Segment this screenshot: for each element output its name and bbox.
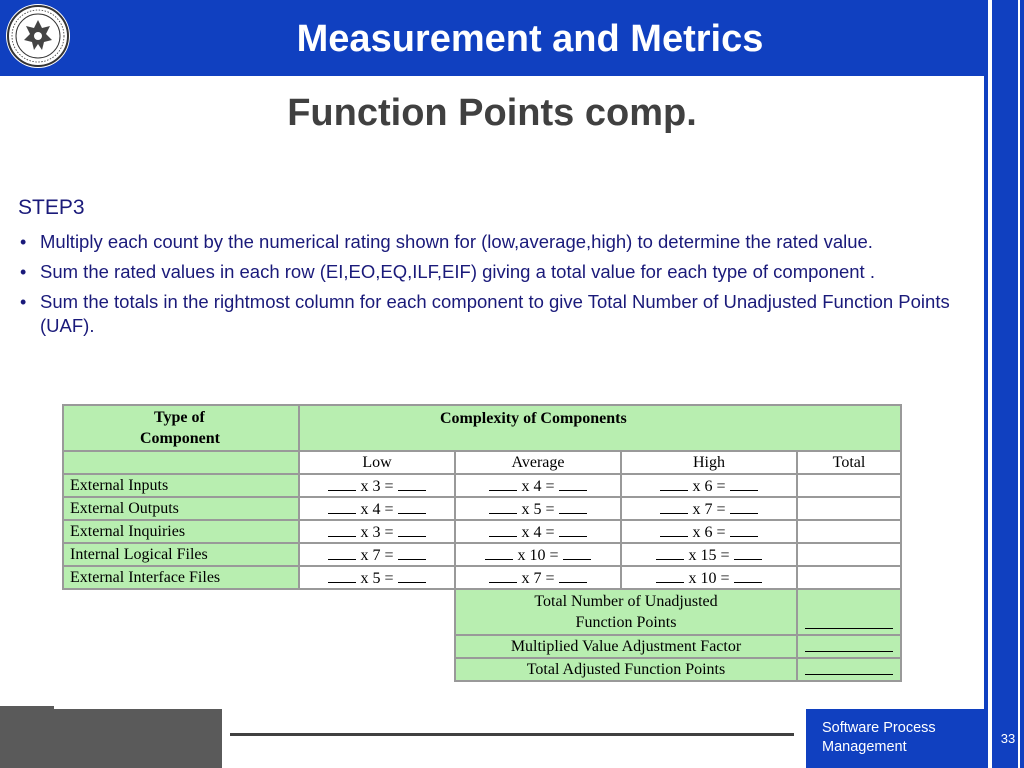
summary-row <box>63 635 901 658</box>
high-cell <box>621 474 797 497</box>
type-of-component-header <box>63 405 299 451</box>
header-line: Type of <box>154 409 205 426</box>
multiplier: x 10 = <box>688 569 730 587</box>
component-name: External Inputs <box>63 474 299 497</box>
average-cell <box>455 474 621 497</box>
bullet-item <box>18 230 978 254</box>
low-cell <box>299 497 455 520</box>
bullet-text: Multiply each count by the numerical rating shown for (low,average,high) to determine the rated value. <box>40 231 873 252</box>
summary-value-cell <box>797 635 901 658</box>
multiplier: x 7 = <box>692 500 726 518</box>
bullet-dot-icon: • <box>20 262 27 282</box>
slide-subtitle: Function Points comp. <box>287 92 697 134</box>
total-cell <box>797 543 901 566</box>
component-name: External Outputs <box>63 497 299 520</box>
column-header-low: Low <box>299 451 455 474</box>
multiplier: x 7 = <box>360 546 394 564</box>
total-cell <box>797 474 901 497</box>
table-row <box>63 497 901 520</box>
summary-line: Function Points <box>575 614 677 631</box>
university-seal-icon <box>6 4 70 68</box>
bullet-item <box>18 290 978 338</box>
table-row <box>63 566 901 589</box>
table-header-row <box>63 405 901 451</box>
column-header-total: Total <box>797 451 901 474</box>
component-name: External Interface Files <box>63 566 299 589</box>
complexity-header: Complexity of Components <box>299 405 901 451</box>
slide-header-title: Measurement and Metrics <box>296 18 764 60</box>
average-cell <box>455 543 621 566</box>
bullet-list <box>18 230 978 344</box>
multiplier: x 4 = <box>521 523 555 541</box>
blank-cell <box>63 658 455 681</box>
multiplier: x 6 = <box>692 477 726 495</box>
footer-course-box <box>806 709 984 768</box>
summary-label <box>455 589 797 635</box>
multiplier: x 3 = <box>360 477 394 495</box>
course-line: Management <box>822 739 907 755</box>
low-cell <box>299 543 455 566</box>
bullet-item <box>18 260 978 284</box>
total-cell <box>797 497 901 520</box>
summary-value-cell <box>797 589 901 635</box>
total-cell <box>797 520 901 543</box>
column-header-row <box>63 451 901 474</box>
column-header-blank <box>63 451 299 474</box>
footer-divider <box>230 733 794 736</box>
footer-gray-block <box>0 709 222 768</box>
bullet-dot-icon: • <box>20 292 27 312</box>
multiplier: x 4 = <box>360 500 394 518</box>
header-line: Component <box>140 430 221 447</box>
average-cell <box>455 566 621 589</box>
column-header-high: High <box>621 451 797 474</box>
summary-row <box>63 658 901 681</box>
multiplier: x 7 = <box>521 569 555 587</box>
summary-value-cell <box>797 658 901 681</box>
average-cell <box>455 520 621 543</box>
high-cell <box>621 543 797 566</box>
high-cell <box>621 566 797 589</box>
table-row <box>63 520 901 543</box>
summary-label: Multiplied Value Adjustment Factor <box>455 635 797 658</box>
component-name: External Inquiries <box>63 520 299 543</box>
low-cell <box>299 566 455 589</box>
bullet-text: Sum the rated values in each row (EI,EO,EQ,ILF,EIF) giving a total value for each type of component . <box>40 261 875 282</box>
multiplier: x 4 = <box>521 477 555 495</box>
multiplier: x 6 = <box>692 523 726 541</box>
header-underline <box>0 72 984 76</box>
summary-line: Total Number of Unadjusted <box>534 593 718 610</box>
multiplier: x 15 = <box>688 546 730 564</box>
blank-cell <box>63 589 455 635</box>
table-row <box>63 474 901 497</box>
footer-course-title <box>822 719 936 757</box>
page-number: 33 <box>1000 731 1016 746</box>
multiplier: x 5 = <box>521 500 555 518</box>
total-cell <box>797 566 901 589</box>
column-header-average: Average <box>455 451 621 474</box>
component-name: Internal Logical Files <box>63 543 299 566</box>
summary-label: Total Adjusted Function Points <box>455 658 797 681</box>
high-cell <box>621 497 797 520</box>
blank-cell <box>63 635 455 658</box>
multiplier: x 3 = <box>360 523 394 541</box>
multiplier: x 5 = <box>360 569 394 587</box>
bullet-dot-icon: • <box>20 232 27 252</box>
function-points-table <box>62 404 902 682</box>
multiplier: x 10 = <box>517 546 559 564</box>
summary-row <box>63 589 901 635</box>
average-cell <box>455 497 621 520</box>
high-cell <box>621 520 797 543</box>
low-cell <box>299 520 455 543</box>
side-stripe-line <box>1018 0 1020 768</box>
course-line: Software Process <box>822 720 936 736</box>
step-heading: STEP3 <box>18 196 85 219</box>
table-row <box>63 543 901 566</box>
bullet-text: Sum the totals in the rightmost column for each component to give Total Number of Unadjusted Function Points (UAF). <box>40 291 950 336</box>
low-cell <box>299 474 455 497</box>
